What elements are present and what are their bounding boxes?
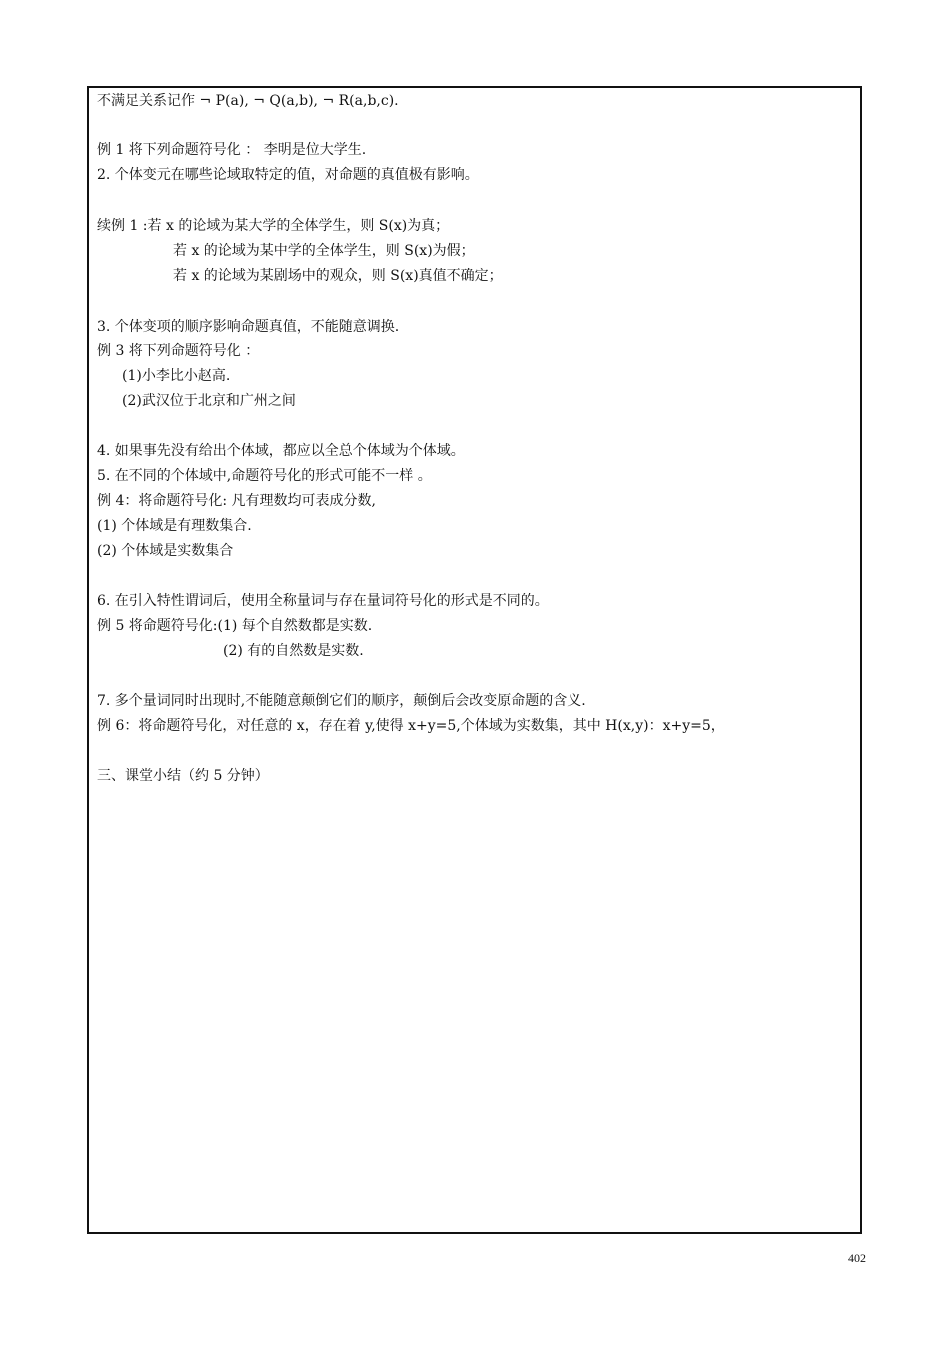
example-4-title: 例 4：将命题符号化: 凡有理数均可表成分数,: [97, 493, 376, 509]
point-2-line: 2. 个体变元在哪些论域取特定的值，对命题的真值极有影响。: [97, 167, 479, 183]
example-4-item-1: (1) 个体域是有理数集合.: [97, 518, 252, 534]
example-1-continued-line-3: 若 x 的论域为某剧场中的观众，则 S(x)真值不确定；: [173, 268, 503, 284]
point-4-line: 4. 如果事先没有给出个体域，都应以全总个体域为个体域。: [97, 443, 465, 459]
point-7-line: 7. 多个量词同时出现时,不能随意颠倒它们的顺序，颠倒后会改变原命题的含义.: [97, 693, 586, 709]
point-5-line: 5. 在不同的个体域中,命题符号化的形式可能不一样 。: [97, 468, 432, 484]
section-3-heading: 三、课堂小结（约 5 分钟）: [97, 768, 269, 784]
point-6-line: 6. 在引入特性谓词后，使用全称量词与存在量词符号化的形式是不同的。: [97, 593, 549, 609]
example-5-title: 例 5 将命题符号化:(1) 每个自然数都是实数.: [97, 618, 373, 634]
point-3-line: 3. 个体变项的顺序影响命题真值，不能随意调换.: [97, 319, 400, 335]
example-5-item-2: (2) 有的自然数是实数.: [223, 643, 364, 659]
example-4-item-2: (2) 个体域是实数集合: [97, 543, 234, 559]
page-number: 402: [848, 1251, 866, 1265]
negation-notation-line: 不满足关系记作 ¬ P(a), ¬ Q(a,b), ¬ R(a,b,c).: [97, 93, 399, 109]
example-3-item-1: (1)小李比小赵高.: [122, 368, 231, 384]
example-1-continued-line-1: 续例 1 :若 x 的论域为某大学的全体学生，则 S(x)为真；: [97, 218, 450, 234]
example-3-item-2: (2)武汉位于北京和广州之间: [122, 393, 296, 409]
example-1-continued-line-2: 若 x 的论域为某中学的全体学生，则 S(x)为假；: [173, 243, 475, 259]
example-3-title: 例 3 将下列命题符号化 ：: [97, 343, 260, 359]
example-1-title: 例 1 将下列命题符号化 ： 李明是位大学生.: [97, 142, 367, 158]
example-6-line: 例 6：将命题符号化，对任意的 x，存在着 y,使得 x+y=5,个体域为实数集，其中 H(x,y)：x+y=5，: [97, 718, 725, 734]
